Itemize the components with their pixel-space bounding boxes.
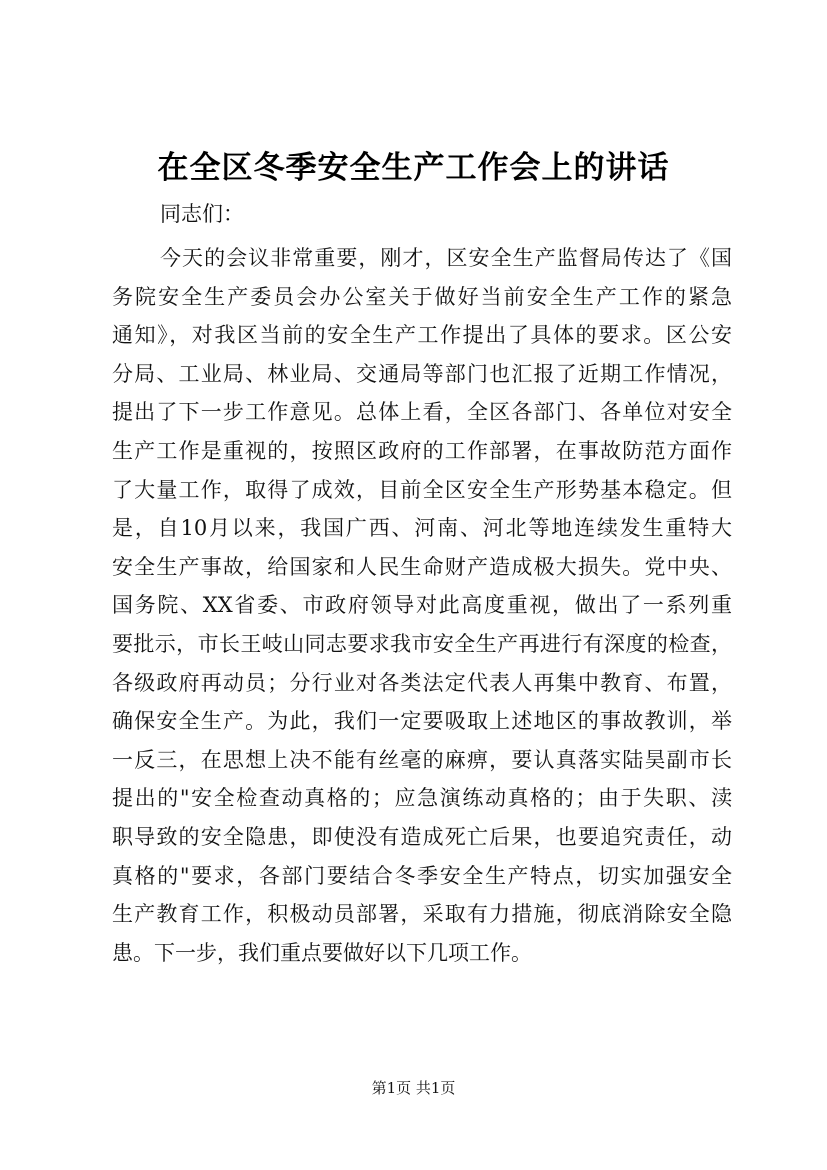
body-line: 要批示，市长王岐山同志要求我市安全生产再进行有深度的检查，	[112, 631, 732, 656]
body-line: 真格的"要求，各部门要结合冬季安全生产特点，切实加强安全	[112, 863, 732, 888]
body-line: 患。下一步，我们重点要做好以下几项工作。	[112, 940, 532, 965]
body-line: 一反三，在思想上决不能有丝毫的麻痹，要认真落实陆昊副市长	[112, 747, 732, 772]
body-line: 提出的"安全检查动真格的；应急演练动真格的；由于失职、渎	[112, 786, 732, 811]
document-title: 在全区冬季安全生产工作会上的讲话	[157, 150, 670, 186]
body-line: 国务院、XX省委、市政府领导对此高度重视，做出了一系列重	[112, 593, 732, 618]
salutation: 同志们：	[160, 202, 244, 226]
body-line: 生产教育工作，积极动员部署，采取有力措施，彻底消除安全隐	[112, 902, 732, 927]
body-line: 是，自10月以来，我国广西、河南、河北等地连续发生重特大	[112, 516, 732, 541]
body-line: 通知》，对我区当前的安全生产工作提出了具体的要求。区公安	[112, 323, 732, 348]
body-line: 确保安全生产。为此，我们一定要吸取上述地区的事故教训，举	[112, 709, 732, 734]
body-line: 安全生产事故，给国家和人民生命财产造成极大损失。党中央、	[112, 554, 732, 579]
page-footer: 第1页 共1页	[371, 1079, 456, 1097]
body-line: 各级政府再动员；分行业对各类法定代表人再集中教育、布置，	[112, 670, 732, 695]
body-line: 务院安全生产委员会办公室关于做好当前安全生产工作的紧急	[112, 284, 732, 309]
body-line: 职导致的安全隐患，即使没有造成死亡后果，也要追究责任，动	[112, 824, 732, 849]
body-line: 分局、工业局、林业局、交通局等部门也汇报了近期工作情况，	[112, 361, 732, 386]
body-line: 生产工作是重视的，按照区政府的工作部署，在事故防范方面作	[112, 438, 732, 463]
body-line: 提出了下一步工作意见。总体上看，全区各部门、各单位对安全	[112, 400, 732, 425]
body-line: 今天的会议非常重要，刚才，区安全生产监督局传达了《国	[160, 246, 732, 270]
body-text	[112, 239, 732, 972]
body-line: 了大量工作，取得了成效，目前全区安全生产形势基本稳定。但	[112, 477, 732, 502]
